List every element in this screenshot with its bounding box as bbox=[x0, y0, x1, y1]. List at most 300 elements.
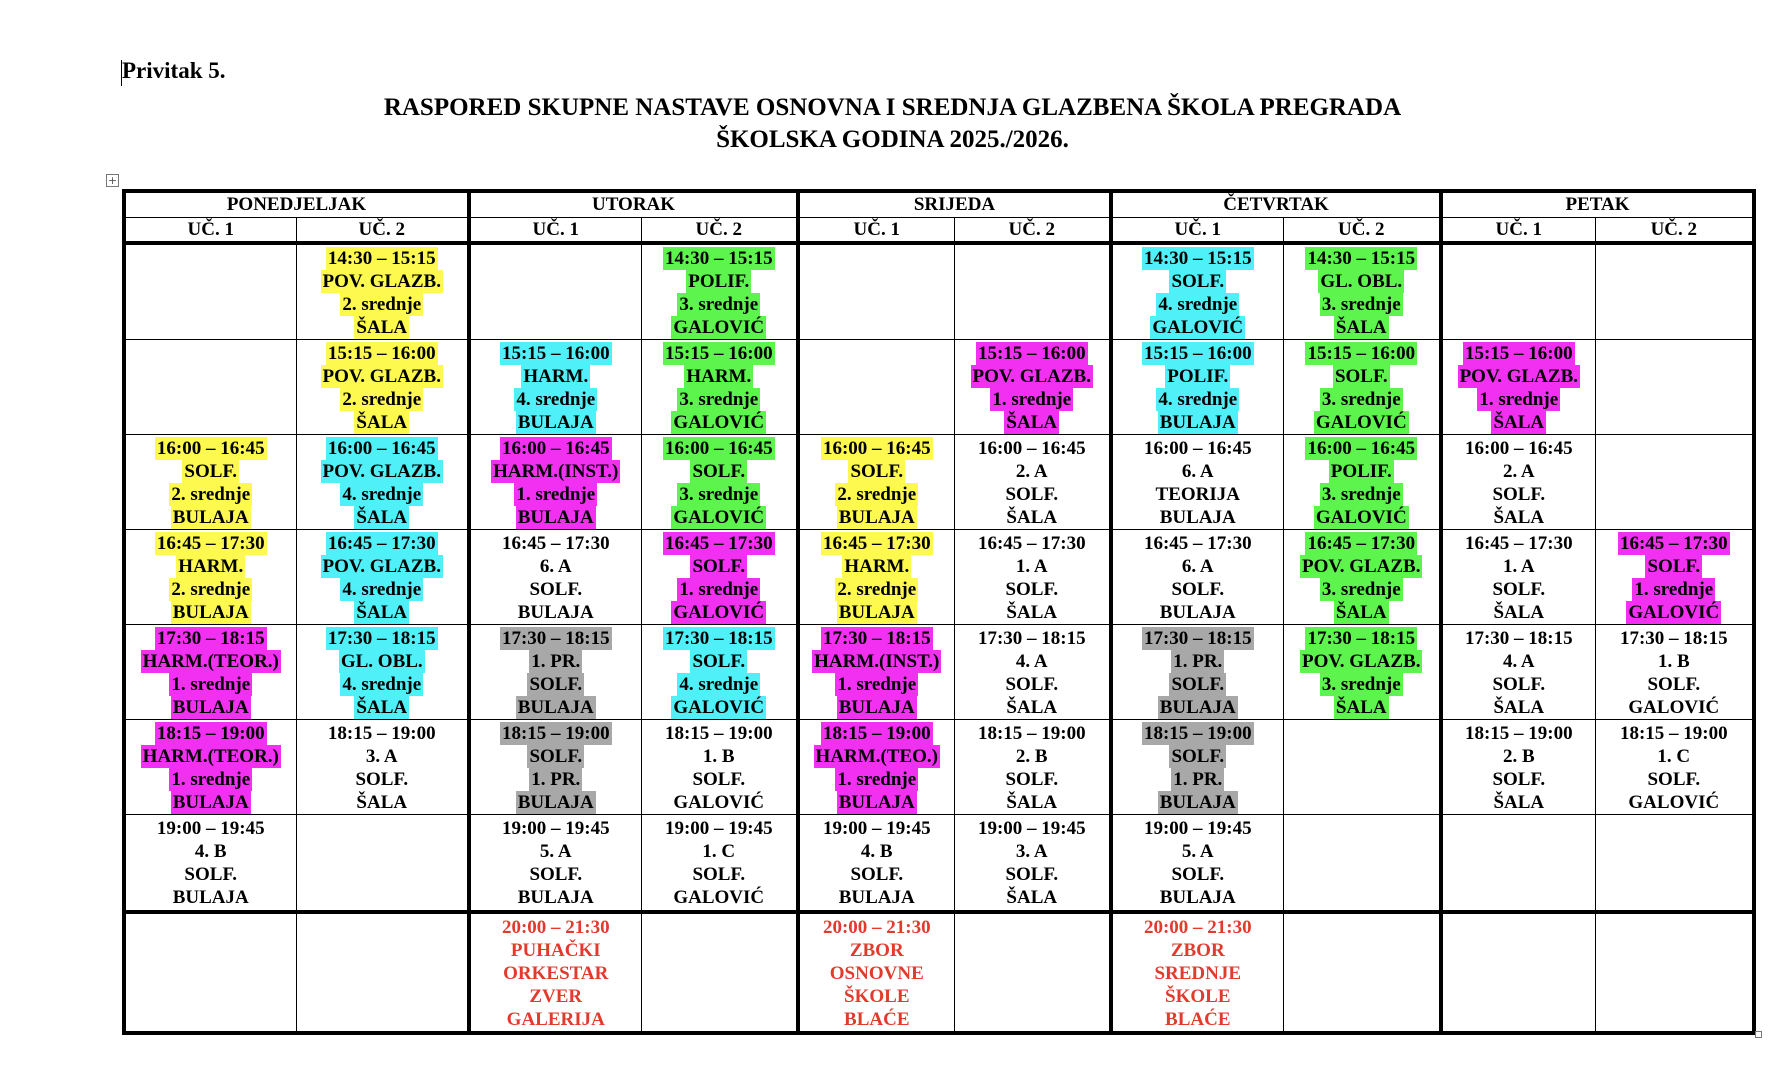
schedule-cell bbox=[641, 815, 798, 913]
lesson-time bbox=[800, 532, 954, 555]
lesson-text: BULAJA bbox=[172, 792, 249, 813]
lesson-text: 2. B bbox=[1015, 746, 1048, 767]
schedule-cell bbox=[641, 243, 798, 340]
lesson-detail bbox=[955, 886, 1110, 909]
lesson-text: GALOVIĆ bbox=[1628, 602, 1720, 623]
lesson-text: ZVER bbox=[529, 986, 583, 1007]
teacher-header: UČ. 2 bbox=[954, 218, 1111, 244]
lesson-text: ŠALA bbox=[1493, 602, 1545, 623]
lesson-text: HARM.(TEOR.) bbox=[142, 746, 279, 767]
lesson-time bbox=[800, 916, 954, 939]
lesson-detail bbox=[1284, 696, 1440, 719]
lesson-text: ŠALA bbox=[356, 697, 408, 718]
lesson-detail bbox=[1113, 365, 1283, 388]
lesson-text: 1. B bbox=[702, 746, 735, 767]
teacher-header: UČ. 1 bbox=[798, 218, 954, 244]
lesson-detail bbox=[955, 768, 1110, 791]
empty-cell bbox=[1283, 912, 1441, 1033]
lesson-text: SOLF. bbox=[1171, 271, 1225, 292]
lesson-text: HARM.(TEOR.) bbox=[142, 651, 279, 672]
lesson-detail bbox=[297, 650, 468, 673]
lesson-detail bbox=[800, 1008, 954, 1031]
lesson-text: PUHAČKI bbox=[510, 940, 601, 961]
lesson-text: 1. A bbox=[1015, 556, 1048, 577]
lesson-time bbox=[1443, 627, 1595, 650]
lesson-text: 15:15 – 16:00 bbox=[1307, 343, 1416, 364]
lesson-time bbox=[471, 532, 641, 555]
lesson-detail bbox=[800, 962, 954, 985]
lesson-text: 15:15 – 16:00 bbox=[1143, 343, 1252, 364]
lesson-text: 6. A bbox=[1181, 461, 1214, 482]
lesson-detail bbox=[800, 650, 954, 673]
lesson-time bbox=[955, 627, 1110, 650]
lesson-detail bbox=[1443, 745, 1595, 768]
empty-cell bbox=[954, 243, 1111, 340]
lesson-text: BULAJA bbox=[838, 792, 915, 813]
lesson-text: GALERIJA bbox=[506, 1009, 605, 1030]
lesson-detail bbox=[642, 745, 797, 768]
lesson-detail bbox=[1284, 460, 1440, 483]
lesson-detail bbox=[955, 696, 1110, 719]
lesson-detail bbox=[1284, 578, 1440, 601]
lesson-text: 17:30 – 18:15 bbox=[156, 628, 265, 649]
lesson-text: 17:30 – 18:15 bbox=[664, 628, 773, 649]
lesson-text: 17:30 – 18:15 bbox=[1464, 628, 1573, 649]
lesson-detail bbox=[1596, 650, 1753, 673]
teacher-header: UČ. 2 bbox=[1595, 218, 1754, 244]
teacher-header: UČ. 2 bbox=[1283, 218, 1441, 244]
lesson-text: 16:00 – 16:45 bbox=[327, 438, 436, 459]
lesson-text: SOLF. bbox=[184, 461, 238, 482]
schedule-cell bbox=[954, 435, 1111, 530]
lesson-text: SOLF. bbox=[1492, 674, 1546, 695]
lesson-detail bbox=[1443, 411, 1595, 434]
table-resize-handle[interactable] bbox=[1755, 1031, 1762, 1038]
lesson-text: ŠALA bbox=[1335, 317, 1387, 338]
lesson-text: BULAJA bbox=[517, 507, 594, 528]
lesson-detail bbox=[800, 483, 954, 506]
schedule-cell bbox=[1111, 243, 1283, 340]
lesson-time bbox=[297, 437, 468, 460]
lesson-time bbox=[297, 722, 468, 745]
teacher-header: UČ. 1 bbox=[1441, 218, 1595, 244]
lesson-detail bbox=[1113, 578, 1283, 601]
empty-cell bbox=[124, 243, 296, 340]
lesson-text: 2. srednje bbox=[171, 579, 251, 600]
lesson-time bbox=[1284, 627, 1440, 650]
schedule-cell bbox=[1441, 340, 1595, 435]
empty-cell bbox=[798, 340, 954, 435]
lesson-text: 17:30 – 18:15 bbox=[1619, 628, 1728, 649]
lesson-text: 17:30 – 18:15 bbox=[327, 628, 436, 649]
lesson-detail bbox=[1113, 745, 1283, 768]
lesson-detail bbox=[1443, 460, 1595, 483]
lesson-detail bbox=[642, 650, 797, 673]
lesson-text: 16:00 – 16:45 bbox=[156, 438, 265, 459]
lesson-text: ŠALA bbox=[1493, 507, 1545, 528]
lesson-text: BULAJA bbox=[1159, 412, 1236, 433]
lesson-detail bbox=[800, 555, 954, 578]
lesson-detail bbox=[955, 388, 1110, 411]
lesson-detail bbox=[126, 863, 296, 886]
lesson-text: BULAJA bbox=[1159, 792, 1236, 813]
schedule-row bbox=[124, 815, 1754, 913]
schedule-table bbox=[122, 189, 1756, 1035]
empty-cell bbox=[296, 912, 469, 1033]
lesson-text: POV. GLAZB. bbox=[322, 461, 441, 482]
lesson-text: 16:00 – 16:45 bbox=[501, 438, 610, 459]
lesson-time bbox=[1113, 532, 1283, 555]
lesson-detail bbox=[1284, 555, 1440, 578]
lesson-time bbox=[1113, 627, 1283, 650]
lesson-text: 1. srednje bbox=[1634, 579, 1714, 600]
schedule-cell bbox=[1283, 340, 1441, 435]
table-move-handle-icon[interactable]: + bbox=[107, 174, 118, 187]
lesson-text: POLIF. bbox=[688, 271, 750, 292]
lesson-text: 1. srednje bbox=[1479, 389, 1559, 410]
lesson-text: 6. A bbox=[1181, 556, 1214, 577]
lesson-detail bbox=[126, 673, 296, 696]
lesson-detail bbox=[800, 886, 954, 909]
lesson-text: 15:15 – 16:00 bbox=[501, 343, 610, 364]
schedule-cell bbox=[798, 815, 954, 913]
lesson-detail bbox=[955, 601, 1110, 624]
lesson-time bbox=[471, 437, 641, 460]
lesson-detail bbox=[297, 506, 468, 529]
schedule-body bbox=[124, 243, 1754, 1033]
lesson-text: ŠALA bbox=[1006, 412, 1058, 433]
lesson-detail bbox=[800, 460, 954, 483]
lesson-detail bbox=[1113, 601, 1283, 624]
schedule-cell bbox=[1595, 720, 1754, 815]
lesson-detail bbox=[297, 696, 468, 719]
lesson-text: 18:15 – 19:00 bbox=[327, 723, 436, 744]
lesson-detail bbox=[642, 863, 797, 886]
lesson-text: BULAJA bbox=[1159, 887, 1236, 908]
empty-cell bbox=[641, 912, 798, 1033]
schedule-cell bbox=[469, 720, 641, 815]
teacher-header: UČ. 1 bbox=[1111, 218, 1283, 244]
lesson-text: 1. srednje bbox=[171, 769, 251, 790]
schedule-cell bbox=[954, 530, 1111, 625]
lesson-time bbox=[1596, 722, 1753, 745]
lesson-time bbox=[1443, 532, 1595, 555]
lesson-text: 19:00 – 19:45 bbox=[501, 818, 610, 839]
lesson-detail bbox=[1443, 483, 1595, 506]
lesson-text: GALOVIĆ bbox=[1315, 412, 1407, 433]
lesson-detail bbox=[471, 696, 641, 719]
lesson-text: SREDNJE bbox=[1154, 963, 1242, 984]
lesson-text: BULAJA bbox=[1159, 507, 1236, 528]
schedule-cell bbox=[1111, 340, 1283, 435]
schedule-cell bbox=[469, 625, 641, 720]
lesson-text: 14:30 – 15:15 bbox=[327, 248, 436, 269]
lesson-text: 20:00 – 21:30 bbox=[822, 917, 931, 938]
lesson-text: 4. A bbox=[1015, 651, 1048, 672]
lesson-text: 17:30 – 18:15 bbox=[1143, 628, 1252, 649]
lesson-text: 18:15 – 19:00 bbox=[1464, 723, 1573, 744]
lesson-detail bbox=[800, 791, 954, 814]
schedule-row bbox=[124, 243, 1754, 340]
lesson-text: POV. GLAZB. bbox=[1459, 366, 1578, 387]
lesson-text: 4. srednje bbox=[342, 674, 422, 695]
lesson-text: 4. srednje bbox=[1158, 389, 1238, 410]
lesson-text: GL. OBL. bbox=[340, 651, 423, 672]
lesson-detail bbox=[642, 411, 797, 434]
teacher-header: UČ. 1 bbox=[124, 218, 296, 244]
lesson-detail bbox=[1596, 555, 1753, 578]
lesson-text: ŠALA bbox=[1006, 602, 1058, 623]
lesson-text: 4. A bbox=[1502, 651, 1535, 672]
lesson-detail bbox=[642, 791, 797, 814]
schedule-row bbox=[124, 530, 1754, 625]
lesson-text: BULAJA bbox=[838, 602, 915, 623]
lesson-time bbox=[126, 722, 296, 745]
schedule-cell bbox=[1111, 435, 1283, 530]
lesson-time bbox=[1443, 437, 1595, 460]
lesson-detail bbox=[126, 840, 296, 863]
lesson-text: 1. srednje bbox=[992, 389, 1072, 410]
lesson-text: SOLF. bbox=[1171, 864, 1225, 885]
lesson-time bbox=[1596, 532, 1753, 555]
lesson-detail bbox=[642, 886, 797, 909]
schedule-cell bbox=[1441, 720, 1595, 815]
lesson-text: SOLF. bbox=[1492, 484, 1546, 505]
lesson-text: GALOVIĆ bbox=[673, 887, 765, 908]
lesson-text: SOLF. bbox=[1005, 579, 1059, 600]
lesson-detail bbox=[1113, 555, 1283, 578]
lesson-text: 16:45 – 17:30 bbox=[664, 533, 773, 554]
lesson-time bbox=[642, 817, 797, 840]
lesson-text: ŠALA bbox=[1335, 697, 1387, 718]
lesson-text: 16:45 – 17:30 bbox=[977, 533, 1086, 554]
lesson-text: ŠALA bbox=[1493, 697, 1545, 718]
lesson-text: 19:00 – 19:45 bbox=[664, 818, 773, 839]
lesson-text: 16:45 – 17:30 bbox=[1143, 533, 1252, 554]
lesson-detail bbox=[471, 939, 641, 962]
schedule-cell bbox=[1111, 720, 1283, 815]
lesson-time bbox=[471, 916, 641, 939]
schedule-cell bbox=[469, 435, 641, 530]
lesson-text: BULAJA bbox=[172, 887, 249, 908]
lesson-text: ŠALA bbox=[1006, 697, 1058, 718]
schedule-cell bbox=[798, 530, 954, 625]
lesson-time bbox=[955, 437, 1110, 460]
lesson-detail bbox=[1284, 650, 1440, 673]
lesson-detail bbox=[800, 506, 954, 529]
lesson-text: 4. srednje bbox=[679, 674, 759, 695]
lesson-detail bbox=[1113, 840, 1283, 863]
lesson-text: SOLF. bbox=[1647, 674, 1701, 695]
lesson-text: 14:30 – 15:15 bbox=[664, 248, 773, 269]
lesson-time bbox=[1596, 627, 1753, 650]
lesson-detail bbox=[297, 601, 468, 624]
schedule-cell bbox=[954, 625, 1111, 720]
lesson-detail bbox=[1596, 696, 1753, 719]
lesson-text: 3. srednje bbox=[679, 484, 759, 505]
lesson-text: HARM. bbox=[686, 366, 752, 387]
lesson-text: SOLF. bbox=[529, 864, 583, 885]
lesson-detail bbox=[126, 768, 296, 791]
lesson-time bbox=[642, 342, 797, 365]
schedule-cell bbox=[124, 625, 296, 720]
lesson-text: GALOVIĆ bbox=[673, 602, 765, 623]
lesson-time bbox=[126, 627, 296, 650]
schedule-cell bbox=[798, 720, 954, 815]
lesson-time bbox=[800, 722, 954, 745]
lesson-detail bbox=[471, 411, 641, 434]
lesson-text: 2. B bbox=[1502, 746, 1535, 767]
lesson-detail bbox=[471, 886, 641, 909]
empty-cell bbox=[124, 340, 296, 435]
lesson-detail bbox=[1443, 506, 1595, 529]
lesson-text: GL. OBL. bbox=[1320, 271, 1403, 292]
lesson-text: GALOVIĆ bbox=[673, 412, 765, 433]
lesson-text: 17:30 – 18:15 bbox=[977, 628, 1086, 649]
lesson-text: SOLF. bbox=[529, 746, 583, 767]
empty-cell bbox=[954, 912, 1111, 1033]
lesson-detail bbox=[1113, 985, 1283, 1008]
lesson-detail bbox=[126, 601, 296, 624]
lesson-detail bbox=[126, 886, 296, 909]
teacher-header: UČ. 1 bbox=[469, 218, 641, 244]
lesson-text: BULAJA bbox=[172, 602, 249, 623]
lesson-time bbox=[471, 722, 641, 745]
lesson-text: SOLF. bbox=[1005, 864, 1059, 885]
lesson-time bbox=[1443, 722, 1595, 745]
schedule-row bbox=[124, 720, 1754, 815]
lesson-detail bbox=[471, 863, 641, 886]
lesson-detail bbox=[642, 506, 797, 529]
lesson-text: POV. GLAZB. bbox=[322, 556, 441, 577]
lesson-text: SOLF. bbox=[692, 651, 746, 672]
lesson-text: BULAJA bbox=[517, 697, 594, 718]
lesson-text: HARM. bbox=[523, 366, 589, 387]
lesson-detail bbox=[642, 388, 797, 411]
empty-cell bbox=[1283, 815, 1441, 913]
lesson-detail bbox=[1596, 578, 1753, 601]
lesson-text: SOLF. bbox=[1005, 484, 1059, 505]
lesson-time bbox=[1284, 342, 1440, 365]
lesson-text: 2. A bbox=[1015, 461, 1048, 482]
lesson-time bbox=[1284, 437, 1440, 460]
lesson-detail bbox=[1113, 270, 1283, 293]
lesson-detail bbox=[1443, 388, 1595, 411]
lesson-time bbox=[297, 342, 468, 365]
schedule-cell bbox=[1111, 912, 1283, 1033]
lesson-detail bbox=[471, 673, 641, 696]
lesson-detail bbox=[1596, 673, 1753, 696]
empty-cell bbox=[1283, 720, 1441, 815]
lesson-text: 4. srednje bbox=[516, 389, 596, 410]
lesson-text: SOLF. bbox=[692, 556, 746, 577]
lesson-detail bbox=[1284, 316, 1440, 339]
schedule-cell bbox=[1441, 530, 1595, 625]
lesson-text: 18:15 – 19:00 bbox=[822, 723, 931, 744]
lesson-text: GALOVIĆ bbox=[673, 792, 765, 813]
lesson-text: 1. srednje bbox=[171, 674, 251, 695]
day-header-friday: PETAK bbox=[1441, 191, 1754, 218]
lesson-detail bbox=[1284, 483, 1440, 506]
lesson-text: POLIF. bbox=[1167, 366, 1229, 387]
lesson-time bbox=[126, 532, 296, 555]
lesson-detail bbox=[955, 578, 1110, 601]
lesson-text: SOLF. bbox=[184, 864, 238, 885]
lesson-time bbox=[1113, 722, 1283, 745]
lesson-detail bbox=[1284, 601, 1440, 624]
schedule-cell bbox=[296, 435, 469, 530]
lesson-time bbox=[1284, 247, 1440, 270]
lesson-text: GALOVIĆ bbox=[673, 507, 765, 528]
lesson-detail bbox=[642, 840, 797, 863]
lesson-detail bbox=[642, 293, 797, 316]
lesson-text: 16:00 – 16:45 bbox=[1307, 438, 1416, 459]
lesson-detail bbox=[1113, 316, 1283, 339]
empty-cell bbox=[1595, 815, 1754, 913]
lesson-text: 2. srednje bbox=[837, 484, 917, 505]
schedule-cell bbox=[1111, 625, 1283, 720]
schedule-cell bbox=[296, 625, 469, 720]
lesson-text: SOLF. bbox=[1492, 769, 1546, 790]
lesson-text: BULAJA bbox=[838, 507, 915, 528]
lesson-detail bbox=[471, 745, 641, 768]
lesson-detail bbox=[471, 506, 641, 529]
lesson-text: BULAJA bbox=[517, 602, 594, 623]
lesson-time bbox=[471, 817, 641, 840]
lesson-time bbox=[1113, 916, 1283, 939]
lesson-time bbox=[642, 532, 797, 555]
lesson-text: 1. srednje bbox=[837, 674, 917, 695]
lesson-text: 1. C bbox=[1657, 746, 1691, 767]
schedule-cell bbox=[296, 530, 469, 625]
day-header-row bbox=[124, 191, 1754, 218]
lesson-text: BULAJA bbox=[517, 887, 594, 908]
empty-cell bbox=[124, 912, 296, 1033]
lesson-text: 14:30 – 15:15 bbox=[1307, 248, 1416, 269]
day-header-tuesday: UTORAK bbox=[469, 191, 798, 218]
lesson-text: SOLF. bbox=[1171, 746, 1225, 767]
lesson-detail bbox=[471, 985, 641, 1008]
lesson-time bbox=[297, 532, 468, 555]
lesson-text: ŠALA bbox=[1006, 507, 1058, 528]
lesson-text: 19:00 – 19:45 bbox=[156, 818, 265, 839]
school-year-title: ŠKOLSKA GODINA 2025./2026. bbox=[716, 126, 1069, 153]
lesson-detail bbox=[800, 840, 954, 863]
schedule-row bbox=[124, 435, 1754, 530]
day-header-thursday: ČETVRTAK bbox=[1111, 191, 1441, 218]
lesson-text: HARM.(INST.) bbox=[814, 651, 940, 672]
lesson-text: 19:00 – 19:45 bbox=[1143, 818, 1252, 839]
lesson-text: 18:15 – 19:00 bbox=[501, 723, 610, 744]
lesson-text: BULAJA bbox=[1159, 602, 1236, 623]
schedule-cell bbox=[296, 243, 469, 340]
schedule-cell bbox=[954, 720, 1111, 815]
lesson-text: BULAJA bbox=[1159, 697, 1236, 718]
lesson-detail bbox=[955, 650, 1110, 673]
lesson-text: 2. srednje bbox=[171, 484, 251, 505]
lesson-text: 3. srednje bbox=[1321, 484, 1401, 505]
lesson-text: 4. B bbox=[860, 841, 893, 862]
lesson-detail bbox=[1113, 650, 1283, 673]
schedule-cell bbox=[798, 912, 954, 1033]
lesson-detail bbox=[800, 863, 954, 886]
lesson-detail bbox=[642, 555, 797, 578]
lesson-time bbox=[955, 342, 1110, 365]
lesson-detail bbox=[297, 316, 468, 339]
lesson-detail bbox=[1113, 1008, 1283, 1031]
lesson-detail bbox=[297, 460, 468, 483]
lesson-time bbox=[642, 627, 797, 650]
